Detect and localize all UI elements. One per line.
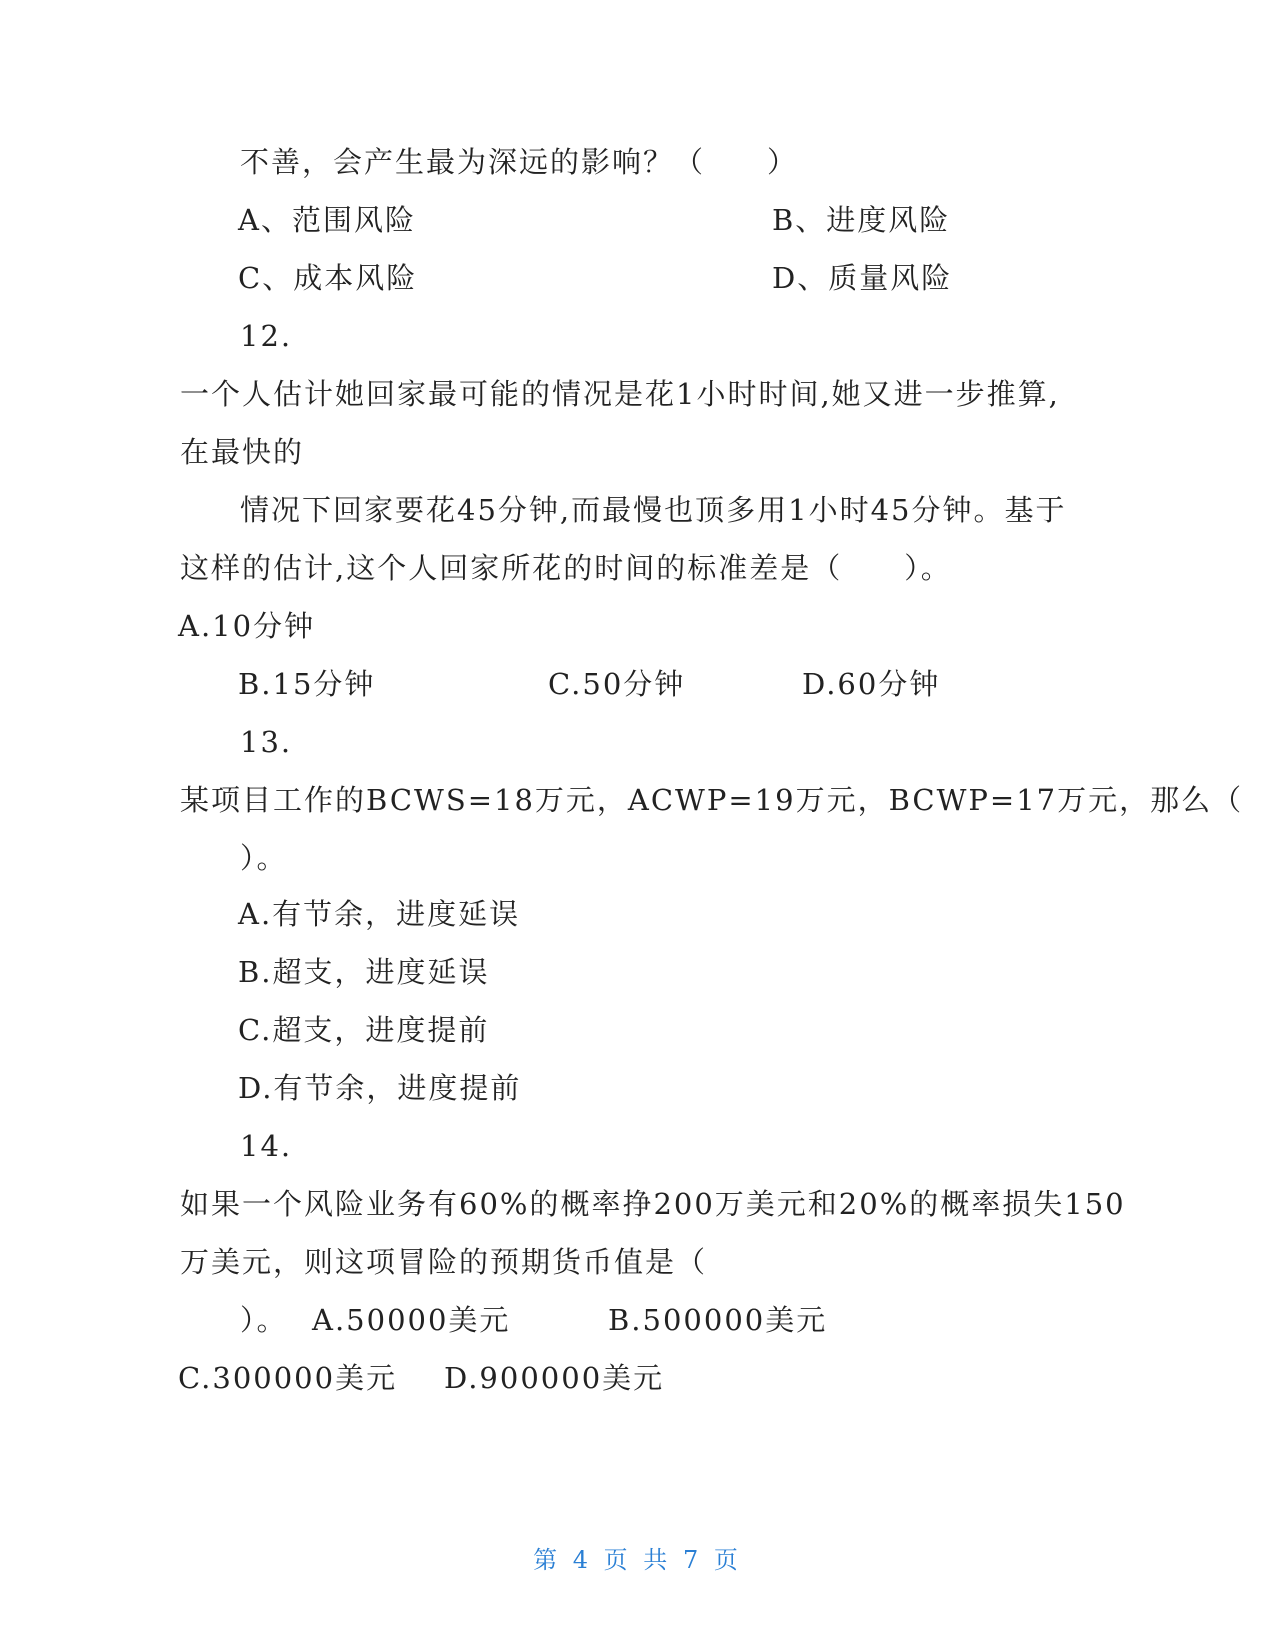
- q13-option-b: B.超支，进度延误: [238, 955, 490, 989]
- q12-option-c: C.50分钟: [548, 667, 686, 701]
- q12-option-b: B.15分钟: [238, 667, 376, 701]
- q13-stem-line2: ）。: [240, 841, 288, 875]
- q14-stem-line1: 如果一个风险业务有60%的概率挣200万美元和20%的概率损失150: [180, 1187, 1126, 1221]
- q14-option-b: B.500000美元: [608, 1303, 828, 1337]
- q12-stem-line4: 这样的估计,这个人回家所花的时间的标准差是（ ）。: [180, 551, 952, 585]
- q13-option-d: D.有节余，进度提前: [238, 1071, 522, 1105]
- q14-option-d: D.900000美元: [444, 1361, 665, 1395]
- page-number-footer: 第 4 页 共 7 页: [533, 1546, 742, 1574]
- q12-stem-line3: 情况下回家要花45分钟,而最慢也顶多用1小时45分钟。基于: [240, 493, 1067, 527]
- q14-stem-line3: ）。: [240, 1303, 288, 1337]
- q13-stem-line1: 某项目工作的BCWS=18万元，ACWP=19万元，BCWP=17万元，那么（: [180, 783, 1244, 817]
- q11-stem-tail: 不善，会产生最为深远的影响？（ ）: [240, 145, 799, 179]
- q14-stem-line2: 万美元，则这项冒险的预期货币值是（: [180, 1245, 708, 1279]
- q14-option-a: A.50000美元: [312, 1303, 511, 1337]
- q12-stem-line1: 一个人估计她回家最可能的情况是花1小时时间,她又进一步推算,: [180, 377, 1060, 411]
- q12-number: 12.: [240, 319, 293, 353]
- q11-option-d: D、质量风险: [772, 261, 953, 295]
- q14-number: 14.: [240, 1129, 293, 1163]
- q11-option-a: A、范围风险: [238, 203, 416, 237]
- q14-option-c: C.300000美元: [178, 1361, 398, 1395]
- q12-option-a: A.10分钟: [178, 609, 316, 643]
- q13-number: 13.: [240, 725, 293, 759]
- q12-stem-line2: 在最快的: [180, 435, 305, 469]
- q13-option-a: A.有节余，进度延误: [238, 897, 521, 931]
- q11-option-c: C、成本风险: [238, 261, 418, 295]
- q13-option-c: C.超支，进度提前: [238, 1013, 490, 1047]
- q11-option-b: B、进度风险: [772, 203, 951, 237]
- q12-option-d: D.60分钟: [802, 667, 941, 701]
